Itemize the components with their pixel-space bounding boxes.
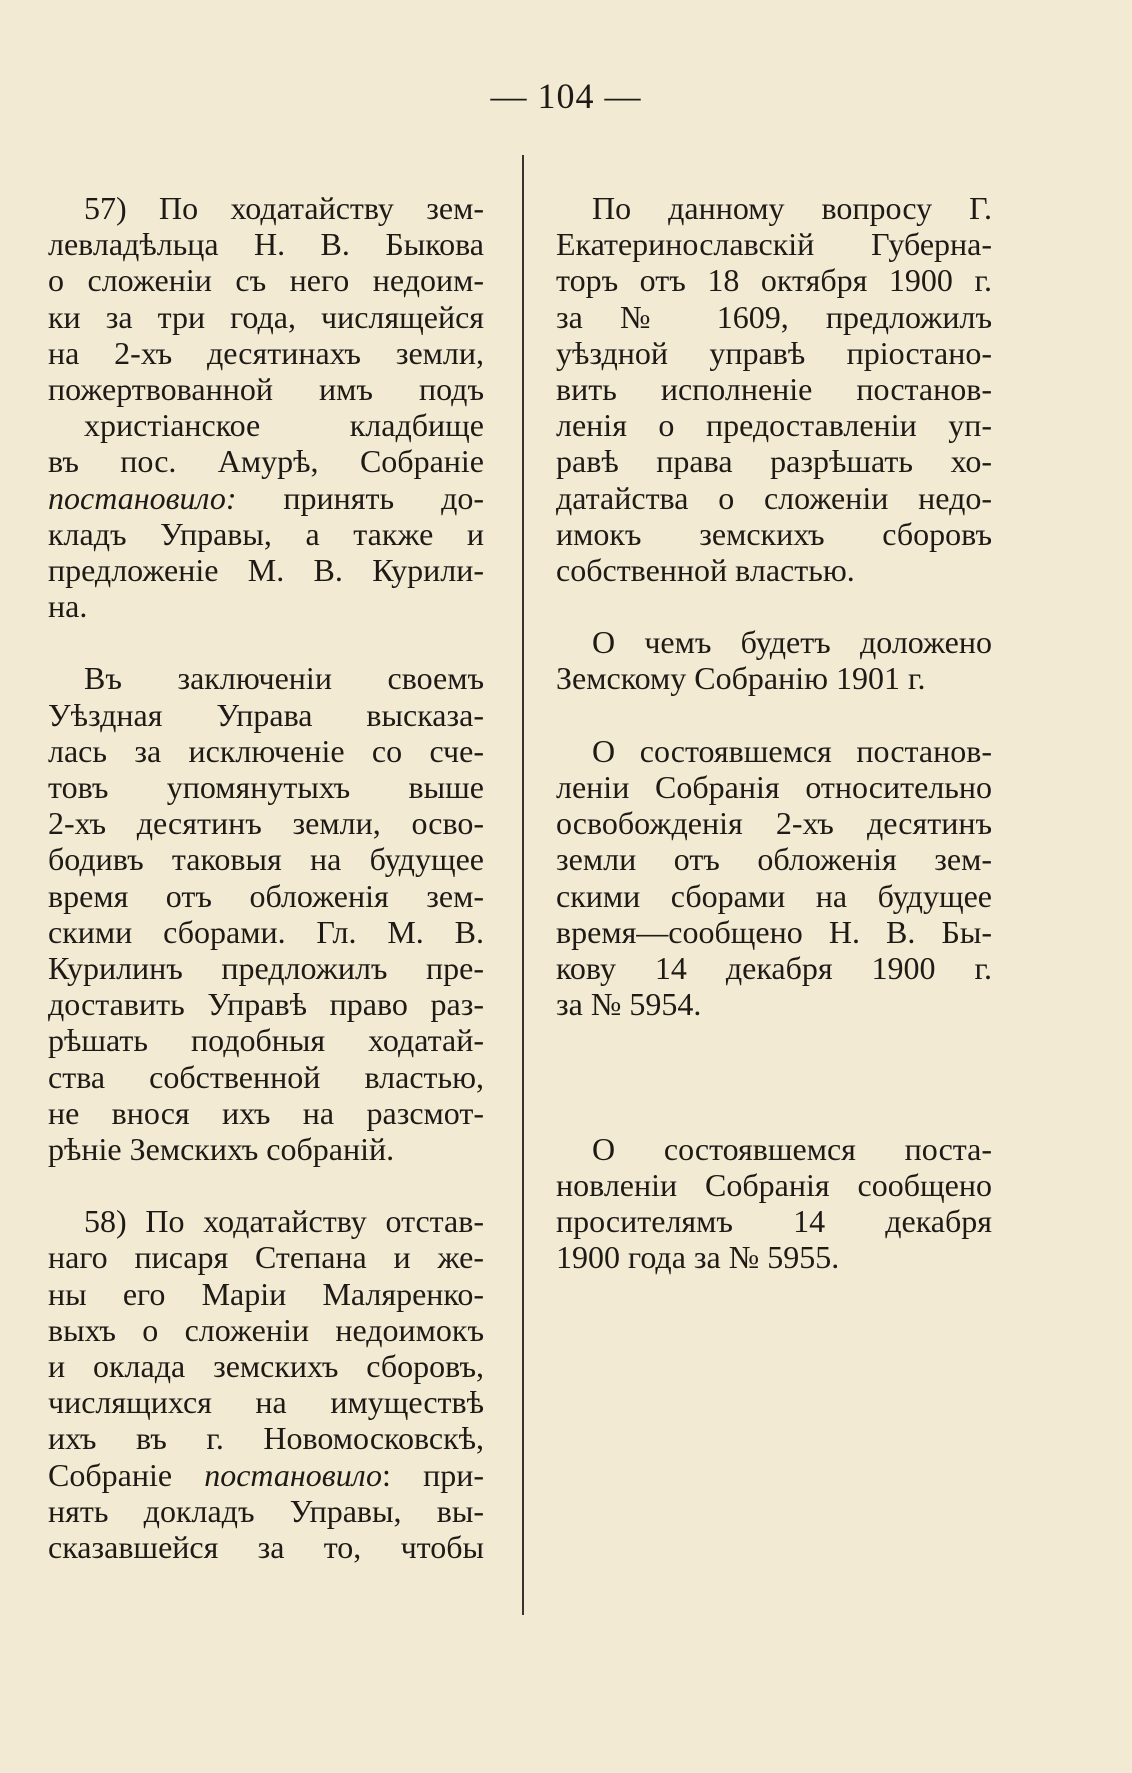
resolution58-line: 1900 года за № 5955. — [556, 1239, 840, 1276]
item58-line: наго писаря Степана и же- — [48, 1239, 484, 1276]
conclusion-line: Уѣздная Управа высказа- — [48, 696, 484, 733]
governor-line: уѣздной управѣ пріостано- — [556, 334, 992, 371]
conclusion-line: ства собственной властью, — [48, 1058, 484, 1095]
item57-line: въ пос. Амурѣ, Собраніе — [48, 443, 484, 480]
governor-line: вить исполненіе постанов- — [556, 370, 992, 407]
resolution57-line: земли отъ обложенія зем- — [556, 841, 992, 878]
item57-line: на 2-хъ десятинахъ земли, — [48, 334, 484, 371]
conclusion-line: время отъ обложенія зем- — [48, 877, 484, 914]
left-column — [48, 190, 484, 1565]
item57-line: левладѣльца Н. В. Быкова — [48, 226, 484, 263]
governor-line: торъ отъ 18 октября 1900 г. — [556, 262, 992, 299]
item58-line: числящихся на имуществѣ — [48, 1384, 484, 1421]
resolution58-line: просителямъ 14 декабря — [556, 1203, 992, 1240]
item58-line: ны его Маріи Маляренко- — [48, 1275, 484, 1312]
paragraph-gap — [48, 1167, 484, 1203]
conclusion-line: рѣшать подобныя ходатай- — [48, 1022, 484, 1059]
item57-line: предложеніе М. В. Курили- — [48, 551, 484, 588]
item58-line: выхъ о сложеніи недоимокъ — [48, 1311, 484, 1348]
item57-line: на. — [48, 588, 88, 625]
report-line: О чемъ будетъ доложено — [592, 624, 992, 661]
item57-line: кладъ Управы, а также и — [48, 515, 484, 552]
conclusion-line: рѣніе Земскихъ собраній. — [48, 1130, 395, 1167]
resolution57-line: кову 14 декабря 1900 г. — [556, 949, 992, 986]
item58-line: ихъ въ г. Новомосковскѣ, — [48, 1420, 484, 1457]
governor-line: ленія о предоставленіи уп- — [556, 407, 992, 444]
governor-line: за № 1609, предложилъ — [556, 298, 992, 335]
item57-line: пожертвованной имъ подъ — [48, 370, 484, 407]
item57-line: христіанское кладбище — [84, 407, 484, 444]
conclusion-line: бодивъ таковыя на будущее — [48, 841, 484, 878]
resolution57-line: время—сообщено Н. В. Бы- — [556, 913, 992, 950]
resolution58-line: новленіи Собранія сообщено — [556, 1167, 992, 1204]
item58-line: 58) По ходатайству отстав- — [84, 1203, 484, 1240]
item57-decision-line — [48, 480, 484, 516]
item58-decision-line — [48, 1457, 484, 1493]
column-divider — [522, 155, 524, 1615]
paragraph-gap — [556, 697, 992, 733]
report-line: Земскому Собранію 1901 г. — [556, 660, 926, 697]
conclusion-line: Курилинъ предложилъ пре- — [48, 949, 484, 986]
decision-line-head: Собраніе — [48, 1456, 205, 1493]
item57-line: о сложеніи съ него недоим- — [48, 262, 484, 299]
page-number: — 104 — — [490, 76, 642, 116]
paragraph-gap — [48, 624, 484, 660]
decision-word: постановило — [204, 1456, 383, 1493]
governor-line: собственной властью. — [556, 551, 855, 588]
conclusion-line: Въ заключеніи своемъ — [84, 660, 484, 697]
item58-line: нять докладъ Управы, вы- — [48, 1492, 484, 1529]
resolution57-line: леніи Собранія относительно — [556, 769, 992, 805]
paragraph-gap — [556, 1022, 992, 1131]
item58-line: сказавшейся за то, чтобы — [48, 1528, 484, 1565]
conclusion-line: скими сборами. Гл. М. В. — [48, 913, 484, 950]
conclusion-line: лась за исключеніе со сче- — [48, 732, 484, 769]
resolution57-line: освобожденія 2-хъ десятинъ — [556, 805, 992, 842]
governor-line: Екатеринославскій Губерна- — [556, 226, 992, 263]
governor-line: равѣ права разрѣшать хо- — [556, 443, 992, 480]
resolution57-line: О состоявшемся постанов- — [592, 732, 992, 769]
right-column — [556, 190, 992, 1276]
conclusion-line: товъ упомянутыхъ выше — [48, 769, 484, 805]
item57-line: 57) По ходатайству зем- — [84, 190, 484, 226]
governor-line: датайства о сложеніи недо- — [556, 479, 992, 516]
conclusion-line: не внося ихъ на разсмот- — [48, 1094, 484, 1131]
decision-word: постановило: — [48, 479, 237, 516]
conclusion-line: 2-хъ десятинъ земли, осво- — [48, 805, 484, 842]
conclusion-line: доставить Управѣ право раз- — [48, 986, 484, 1023]
decision-line-tail: : при- — [382, 1456, 484, 1493]
resolution57-line: за № 5954. — [556, 986, 702, 1023]
governor-line: имокъ земскихъ сборовъ — [556, 515, 992, 552]
paragraph-gap — [556, 588, 992, 624]
resolution57-line: скими сборами на будущее — [556, 877, 992, 914]
governor-line: По данному вопросу Г. — [592, 190, 992, 226]
item57-line: ки за три года, числящейся — [48, 298, 484, 335]
resolution58-line: О состоявшемся поста- — [592, 1130, 992, 1167]
item58-line: и оклада земскихъ сборовъ, — [48, 1348, 484, 1384]
decision-line-tail: принять до- — [236, 479, 484, 516]
